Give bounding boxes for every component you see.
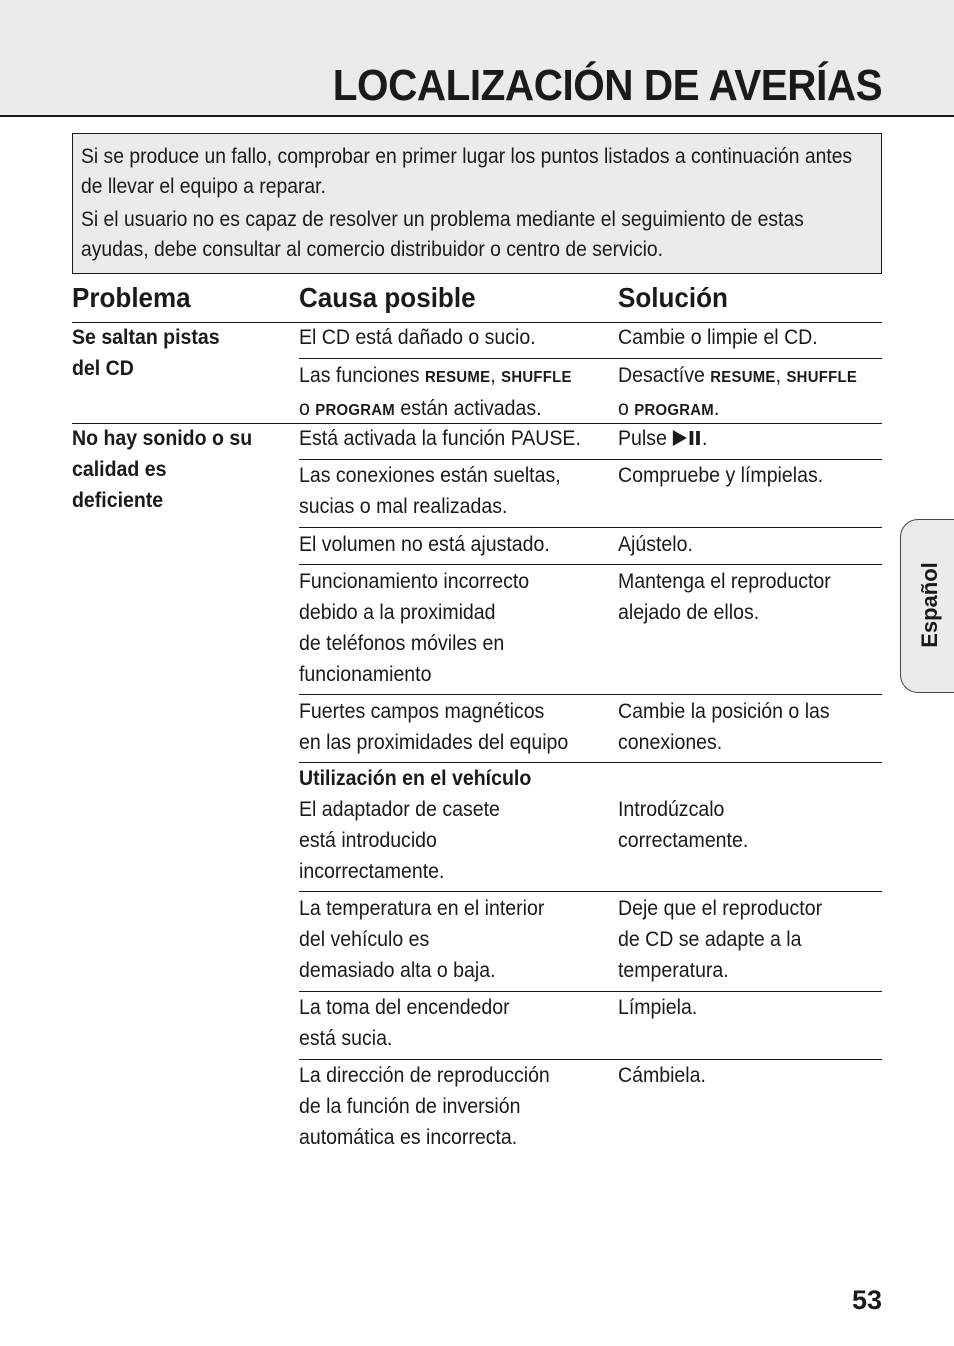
solution-cell — [618, 360, 857, 426]
problem-skipping-tracks — [72, 322, 282, 384]
cause-line: automática es incorrecta. — [299, 1126, 518, 1149]
cause-line: demasiado alta o baja. — [299, 959, 496, 982]
cause-cell — [299, 1060, 550, 1153]
play-pause-icon — [672, 425, 702, 456]
cause-line: está sucia. — [299, 1027, 393, 1050]
solution-cell — [618, 893, 822, 986]
solution-cell: Límpiela. — [618, 996, 698, 1019]
cause-line: Funcionamiento incorrecto — [299, 570, 530, 593]
cause-cell: El CD está dañado o sucio. — [299, 326, 536, 349]
solution-line: Deje que el reproductor — [618, 897, 823, 920]
row-divider — [299, 564, 882, 565]
cause-cell: Está activada la función PAUSE. — [299, 427, 581, 450]
column-header-solution: Solución — [618, 282, 728, 313]
text: Las funciones — [299, 364, 425, 387]
cause-cell: El volumen no está ajustado. — [299, 533, 550, 556]
cause-line — [299, 360, 572, 393]
text: Pulse — [618, 427, 673, 450]
cause-line: El adaptador de casete — [299, 798, 500, 821]
solution-line — [618, 393, 857, 426]
cause-line: debido a la proximidad — [299, 601, 496, 624]
text: . — [702, 427, 708, 450]
page-number: 53 — [851, 1285, 882, 1315]
solution-line: conexiones. — [618, 731, 723, 754]
cause-cell — [299, 566, 529, 690]
problem-line: No hay sonido o su — [72, 427, 253, 450]
problem-no-sound — [72, 423, 282, 516]
cause-line: sucias o mal realizadas. — [299, 495, 508, 518]
text: Desactíve — [618, 364, 711, 387]
problem-line: deficiente — [72, 489, 164, 512]
solution-cell — [618, 696, 830, 758]
row-divider — [299, 694, 882, 695]
solution-line: Cambie la posición o las — [618, 700, 830, 723]
text: están activadas. — [394, 397, 542, 420]
vehicle-use-heading: Utilización en el vehículo — [299, 767, 532, 790]
row-divider — [299, 891, 882, 892]
cause-line: de la función de inversión — [299, 1095, 521, 1118]
cause-line: en las proximidades del equipo — [299, 731, 569, 754]
solution-line: correctamente. — [618, 829, 749, 852]
intro-box — [72, 133, 882, 274]
cause-cell — [299, 696, 568, 758]
program-keyword: PROGRAM — [315, 402, 395, 419]
cause-cell — [299, 460, 561, 522]
cause-cell — [299, 893, 544, 986]
text: , — [775, 364, 787, 387]
solution-line: Introdúzcalo — [618, 798, 725, 821]
shuffle-keyword: SHUFFLE — [786, 369, 858, 386]
cause-line: incorrectamente. — [299, 860, 445, 883]
solution-line: temperatura. — [618, 959, 729, 982]
solution-cell: Ajústelo. — [618, 533, 693, 556]
solution-cell: Cambie o limpie el CD. — [618, 326, 818, 349]
column-header-problem: Problema — [72, 282, 191, 313]
solution-cell — [618, 423, 707, 456]
cause-line: funcionamiento — [299, 663, 432, 686]
shuffle-keyword: SHUFFLE — [501, 369, 572, 386]
text: , — [490, 364, 502, 387]
row-divider — [299, 527, 882, 528]
problem-line: calidad es — [72, 458, 167, 481]
intro-paragraph-2: Si el usuario no es capaz de resolver un problema mediante el seguimiento de estas ayudas, debe consultar al comercio distribuidor o centro de servicio. — [81, 208, 804, 261]
cause-cell — [299, 992, 510, 1054]
cause-line: La toma del encendedor — [299, 996, 510, 1019]
column-header-cause: Causa posible — [299, 282, 476, 313]
solution-line: alejado de ellos. — [618, 601, 760, 624]
solution-cell: Compruebe y límpielas. — [618, 464, 824, 487]
cause-line — [299, 393, 572, 426]
text: o — [618, 397, 635, 420]
cause-line: Fuertes campos magnéticos — [299, 700, 545, 723]
solution-cell — [618, 794, 748, 856]
cause-line: del vehículo es — [299, 928, 430, 951]
text: . — [713, 397, 720, 420]
program-keyword: PROGRAM — [634, 402, 714, 419]
solution-line: Mantenga el reproductor — [618, 570, 831, 593]
cause-line: está introducido — [299, 829, 437, 852]
intro-paragraph-1: Si se produce un fallo, comprobar en primer lugar los puntos listados a continuación antes de llevar el equipo a reparar. — [81, 145, 853, 198]
resume-keyword: RESUME — [424, 369, 491, 386]
problem-line: del CD — [72, 357, 134, 380]
cause-line: de teléfonos móviles en — [299, 632, 505, 655]
page-title: LOCALIZACIÓN DE AVERÍAS — [332, 61, 882, 110]
solution-cell — [618, 566, 831, 628]
problem-line: Se saltan pistas — [72, 326, 220, 349]
language-tab-label: Español — [917, 562, 942, 648]
text: o — [299, 397, 316, 420]
cause-line: La temperatura en el interior — [299, 897, 545, 920]
solution-cell: Cámbiela. — [618, 1064, 706, 1087]
cause-cell — [299, 360, 572, 426]
solution-line — [618, 360, 857, 393]
cause-cell — [299, 763, 531, 887]
resume-keyword: RESUME — [710, 369, 776, 386]
cause-line: Las conexiones están sueltas, — [299, 464, 561, 487]
row-divider — [299, 358, 882, 359]
solution-line: de CD se adapte a la — [618, 928, 802, 951]
cause-line: La dirección de reproducción — [299, 1064, 550, 1087]
